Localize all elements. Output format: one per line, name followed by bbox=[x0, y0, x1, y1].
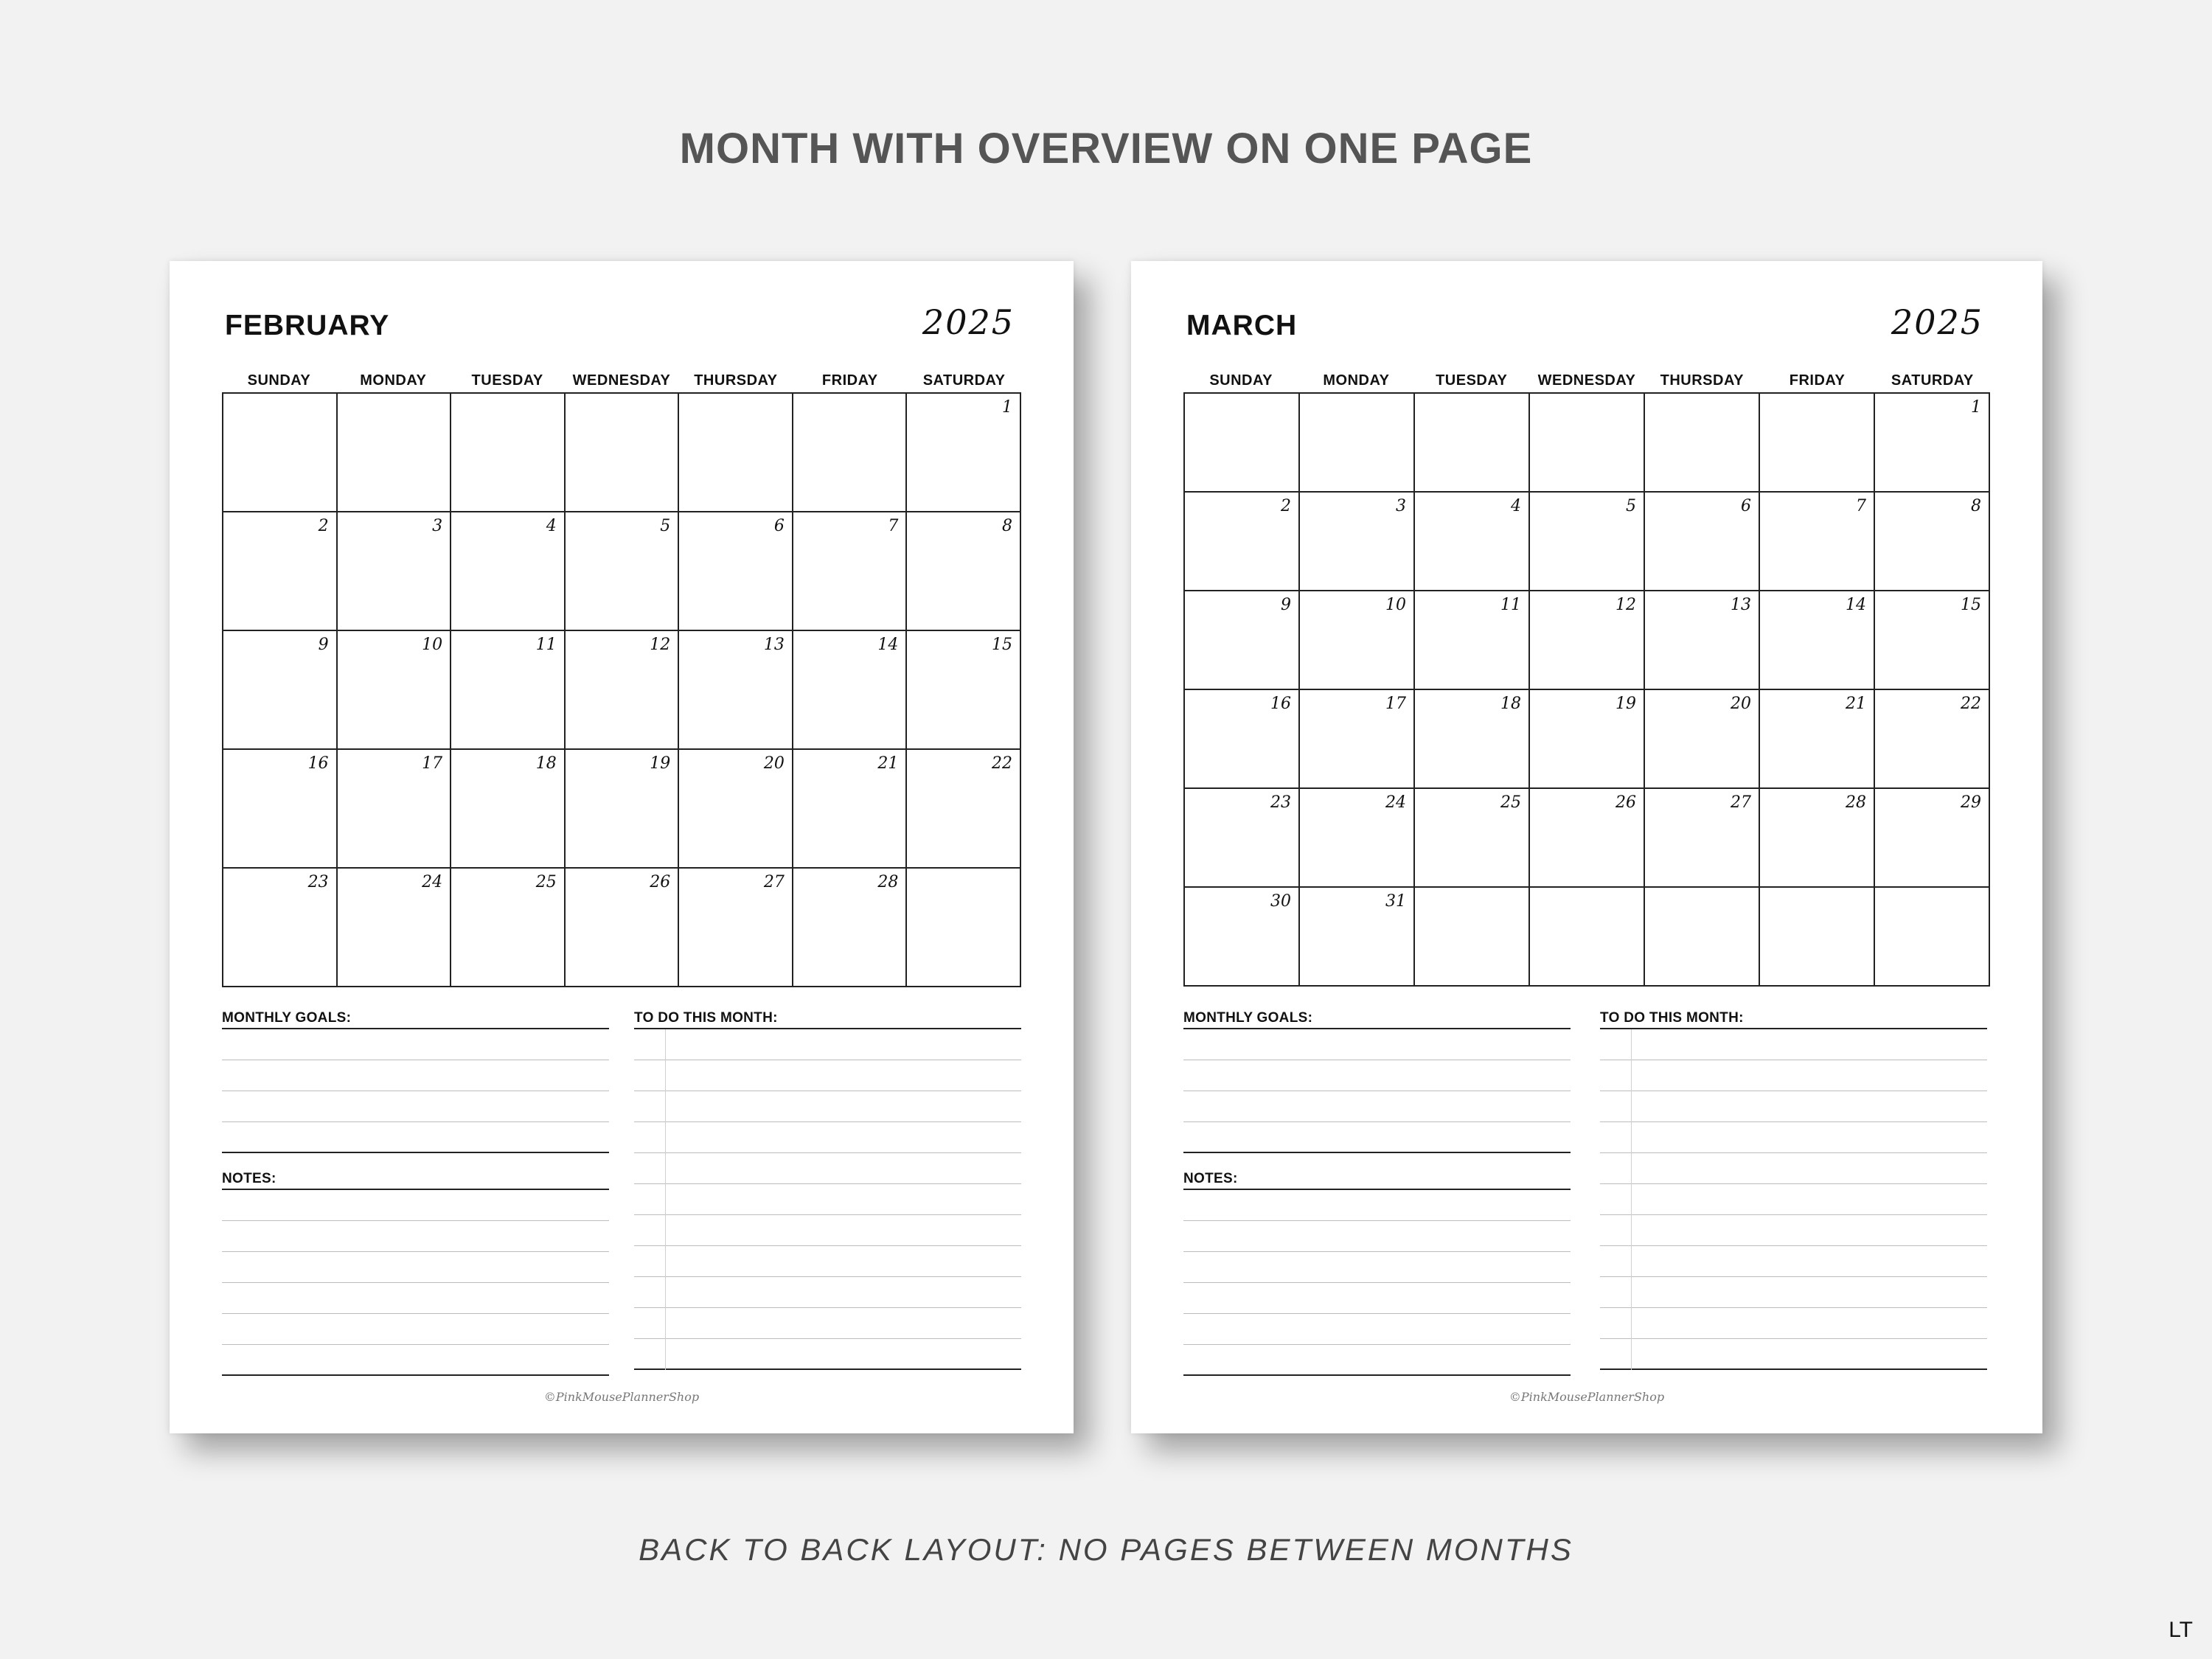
day-number: 23 bbox=[307, 873, 329, 891]
day-cell[interactable] bbox=[1760, 394, 1875, 493]
day-number: 15 bbox=[991, 636, 1012, 654]
day-cell[interactable] bbox=[1530, 789, 1645, 888]
day-cell[interactable] bbox=[907, 394, 1021, 512]
day-number: 20 bbox=[763, 754, 785, 773]
day-cell[interactable] bbox=[1300, 493, 1415, 591]
weekday-label: MONDAY bbox=[360, 372, 427, 389]
day-number: 16 bbox=[307, 754, 329, 773]
day-cell[interactable] bbox=[451, 512, 566, 631]
day-number: 20 bbox=[1731, 695, 1751, 713]
weekday-label: SUNDAY bbox=[1209, 372, 1273, 389]
notes-section bbox=[222, 1171, 609, 1376]
day-number: 28 bbox=[1846, 793, 1866, 812]
day-cell[interactable] bbox=[223, 394, 338, 512]
weekday-label: THURSDAY bbox=[694, 372, 778, 389]
weekday-label: WEDNESDAY bbox=[1537, 372, 1636, 389]
calendar-grid bbox=[1183, 392, 1990, 987]
day-cell[interactable] bbox=[338, 631, 452, 750]
day-cell[interactable] bbox=[1760, 493, 1875, 591]
day-number: 27 bbox=[1731, 793, 1751, 812]
day-number: 12 bbox=[650, 636, 671, 654]
day-number: 2 bbox=[1281, 497, 1291, 515]
day-number: 11 bbox=[535, 636, 557, 654]
day-cell[interactable] bbox=[223, 869, 338, 987]
day-number: 5 bbox=[1626, 497, 1636, 515]
weekday-label: MONDAY bbox=[1323, 372, 1390, 389]
day-cell[interactable] bbox=[1300, 888, 1415, 987]
day-cell[interactable] bbox=[793, 512, 908, 631]
day-cell[interactable] bbox=[1645, 888, 1760, 987]
day-number: 27 bbox=[763, 873, 785, 891]
day-cell[interactable] bbox=[1300, 394, 1415, 493]
day-number: 2 bbox=[318, 517, 329, 535]
day-cell[interactable] bbox=[1185, 888, 1300, 987]
weekday-label: TUESDAY bbox=[471, 372, 543, 389]
notes-label: NOTES: bbox=[1183, 1171, 1571, 1190]
day-cell[interactable] bbox=[1645, 690, 1760, 789]
day-number: 18 bbox=[535, 754, 557, 773]
day-cell[interactable] bbox=[223, 512, 338, 631]
day-cell[interactable] bbox=[1875, 394, 1990, 493]
day-number: 17 bbox=[422, 754, 443, 773]
shop-watermark: ©PinkMousePlannerShop bbox=[543, 1390, 700, 1404]
day-cell[interactable] bbox=[1530, 591, 1645, 690]
day-cell[interactable] bbox=[451, 631, 566, 750]
day-cell[interactable] bbox=[1645, 591, 1760, 690]
day-cell[interactable] bbox=[1185, 690, 1300, 789]
day-cell[interactable] bbox=[1645, 789, 1760, 888]
day-cell[interactable] bbox=[1875, 591, 1990, 690]
weekday-label: THURSDAY bbox=[1660, 372, 1744, 389]
day-cell[interactable] bbox=[1415, 888, 1530, 987]
day-number: 18 bbox=[1500, 695, 1521, 713]
day-cell[interactable] bbox=[1530, 394, 1645, 493]
monthly-goals-section bbox=[222, 1010, 609, 1153]
day-cell[interactable] bbox=[451, 394, 566, 512]
day-number: 3 bbox=[432, 517, 443, 535]
day-cell[interactable] bbox=[566, 869, 680, 987]
day-number: 24 bbox=[422, 873, 443, 891]
day-number: 4 bbox=[546, 517, 557, 535]
day-number: 7 bbox=[888, 517, 899, 535]
day-number: 25 bbox=[535, 873, 557, 891]
day-cell[interactable] bbox=[1875, 789, 1990, 888]
weekday-header bbox=[222, 369, 1021, 389]
day-number: 21 bbox=[1846, 695, 1866, 713]
day-cell[interactable] bbox=[1530, 493, 1645, 591]
day-number: 13 bbox=[763, 636, 785, 654]
day-number: 30 bbox=[1270, 892, 1291, 911]
day-cell[interactable] bbox=[1185, 789, 1300, 888]
weekday-label: WEDNESDAY bbox=[572, 372, 671, 389]
weekday-label: SATURDAY bbox=[1891, 372, 1974, 389]
day-cell[interactable] bbox=[679, 394, 793, 512]
day-cell[interactable] bbox=[223, 631, 338, 750]
day-cell[interactable] bbox=[1300, 591, 1415, 690]
day-cell[interactable] bbox=[1875, 690, 1990, 789]
day-cell[interactable] bbox=[679, 631, 793, 750]
day-cell[interactable] bbox=[1185, 591, 1300, 690]
day-cell[interactable] bbox=[1300, 690, 1415, 789]
calendar bbox=[1183, 369, 1990, 987]
day-number: 9 bbox=[1281, 596, 1291, 614]
day-cell[interactable] bbox=[566, 512, 680, 631]
planner-page-march bbox=[1131, 261, 2042, 1433]
day-cell[interactable] bbox=[907, 631, 1021, 750]
day-cell[interactable] bbox=[1415, 394, 1530, 493]
notes-section bbox=[1183, 1171, 1571, 1376]
day-cell[interactable] bbox=[1530, 888, 1645, 987]
day-number: 22 bbox=[991, 754, 1012, 773]
year-title: 2025 bbox=[922, 302, 1015, 342]
year-title: 2025 bbox=[1891, 302, 1983, 342]
day-cell[interactable] bbox=[1530, 690, 1645, 789]
day-cell[interactable] bbox=[338, 394, 452, 512]
calendar-grid bbox=[222, 392, 1021, 987]
day-number: 8 bbox=[1001, 517, 1012, 535]
month-title: FEBRUARY bbox=[225, 310, 390, 341]
day-number: 10 bbox=[1385, 596, 1406, 614]
day-number: 4 bbox=[1511, 497, 1521, 515]
day-cell[interactable] bbox=[1185, 394, 1300, 493]
day-cell[interactable] bbox=[451, 869, 566, 987]
day-number: 9 bbox=[318, 636, 329, 654]
day-cell[interactable] bbox=[679, 512, 793, 631]
day-cell[interactable] bbox=[679, 750, 793, 869]
day-number: 23 bbox=[1270, 793, 1291, 812]
weekday-label: SUNDAY bbox=[247, 372, 311, 389]
day-cell[interactable] bbox=[338, 869, 452, 987]
day-number: 26 bbox=[1615, 793, 1636, 812]
day-number: 16 bbox=[1270, 695, 1291, 713]
todo-label: TO DO THIS MONTH: bbox=[634, 1010, 1021, 1029]
calendar bbox=[222, 369, 1021, 987]
day-cell[interactable] bbox=[907, 512, 1021, 631]
day-cell[interactable] bbox=[1415, 493, 1530, 591]
day-number: 31 bbox=[1385, 892, 1406, 911]
day-cell[interactable] bbox=[566, 631, 680, 750]
day-number: 11 bbox=[1500, 596, 1521, 614]
monthly-goals-label: MONTHLY GOALS: bbox=[222, 1010, 609, 1029]
day-number: 7 bbox=[1856, 497, 1866, 515]
day-number: 13 bbox=[1731, 596, 1751, 614]
day-cell[interactable] bbox=[1645, 493, 1760, 591]
day-number: 21 bbox=[877, 754, 899, 773]
month-title: MARCH bbox=[1186, 310, 1298, 341]
page-headline: MONTH WITH OVERVIEW ON ONE PAGE bbox=[679, 125, 1533, 173]
day-cell[interactable] bbox=[1760, 690, 1875, 789]
day-number: 1 bbox=[1971, 398, 1981, 417]
shop-watermark: ©PinkMousePlannerShop bbox=[1509, 1390, 1665, 1404]
day-cell[interactable] bbox=[338, 750, 452, 869]
day-number: 6 bbox=[773, 517, 785, 535]
weekday-header bbox=[1183, 369, 1990, 389]
day-number: 25 bbox=[1500, 793, 1521, 812]
weekday-label: FRIDAY bbox=[1789, 372, 1846, 389]
todo-section bbox=[1600, 1010, 1987, 1370]
day-number: 19 bbox=[1615, 695, 1636, 713]
day-cell[interactable] bbox=[1875, 493, 1990, 591]
day-cell[interactable] bbox=[1760, 591, 1875, 690]
day-number: 28 bbox=[877, 873, 899, 891]
day-number: 14 bbox=[877, 636, 899, 654]
day-number: 3 bbox=[1396, 497, 1406, 515]
day-cell[interactable] bbox=[566, 394, 680, 512]
day-number: 26 bbox=[650, 873, 671, 891]
weekday-label: TUESDAY bbox=[1436, 372, 1508, 389]
day-cell[interactable] bbox=[907, 869, 1021, 987]
day-number: 6 bbox=[1741, 497, 1751, 515]
day-number: 12 bbox=[1615, 596, 1636, 614]
day-cell[interactable] bbox=[1185, 493, 1300, 591]
day-cell[interactable] bbox=[1760, 888, 1875, 987]
day-number: 24 bbox=[1385, 793, 1406, 812]
day-cell[interactable] bbox=[1415, 591, 1530, 690]
day-cell[interactable] bbox=[338, 512, 452, 631]
day-number: 5 bbox=[660, 517, 671, 535]
day-cell[interactable] bbox=[566, 750, 680, 869]
weekday-label: SATURDAY bbox=[922, 372, 1006, 389]
todo-section bbox=[634, 1010, 1021, 1370]
day-number: 17 bbox=[1385, 695, 1406, 713]
day-cell[interactable] bbox=[1875, 888, 1990, 987]
day-cell[interactable] bbox=[907, 750, 1021, 869]
planner-page-february bbox=[170, 261, 1074, 1433]
day-cell[interactable] bbox=[1415, 789, 1530, 888]
corner-tag: LT bbox=[2168, 1618, 2193, 1642]
day-cell[interactable] bbox=[1300, 789, 1415, 888]
monthly-goals-section bbox=[1183, 1010, 1571, 1153]
weekday-label: FRIDAY bbox=[821, 372, 878, 389]
day-cell[interactable] bbox=[223, 750, 338, 869]
day-cell[interactable] bbox=[1760, 789, 1875, 888]
day-cell[interactable] bbox=[1415, 690, 1530, 789]
day-cell[interactable] bbox=[451, 750, 566, 869]
day-number: 19 bbox=[650, 754, 671, 773]
day-number: 22 bbox=[1961, 695, 1981, 713]
day-number: 29 bbox=[1961, 793, 1981, 812]
day-number: 8 bbox=[1971, 497, 1981, 515]
day-number: 10 bbox=[422, 636, 443, 654]
day-cell[interactable] bbox=[679, 869, 793, 987]
notes-label: NOTES: bbox=[222, 1171, 609, 1190]
monthly-goals-label: MONTHLY GOALS: bbox=[1183, 1010, 1571, 1029]
day-cell[interactable] bbox=[793, 869, 908, 987]
day-cell[interactable] bbox=[793, 394, 908, 512]
day-number: 14 bbox=[1846, 596, 1866, 614]
day-number: 1 bbox=[1001, 398, 1012, 417]
day-cell[interactable] bbox=[793, 631, 908, 750]
day-cell[interactable] bbox=[793, 750, 908, 869]
todo-label: TO DO THIS MONTH: bbox=[1600, 1010, 1987, 1029]
page-subline: BACK TO BACK LAYOUT: NO PAGES BETWEEN MONTHS bbox=[639, 1532, 1573, 1567]
day-cell[interactable] bbox=[1645, 394, 1760, 493]
day-number: 15 bbox=[1961, 596, 1981, 614]
